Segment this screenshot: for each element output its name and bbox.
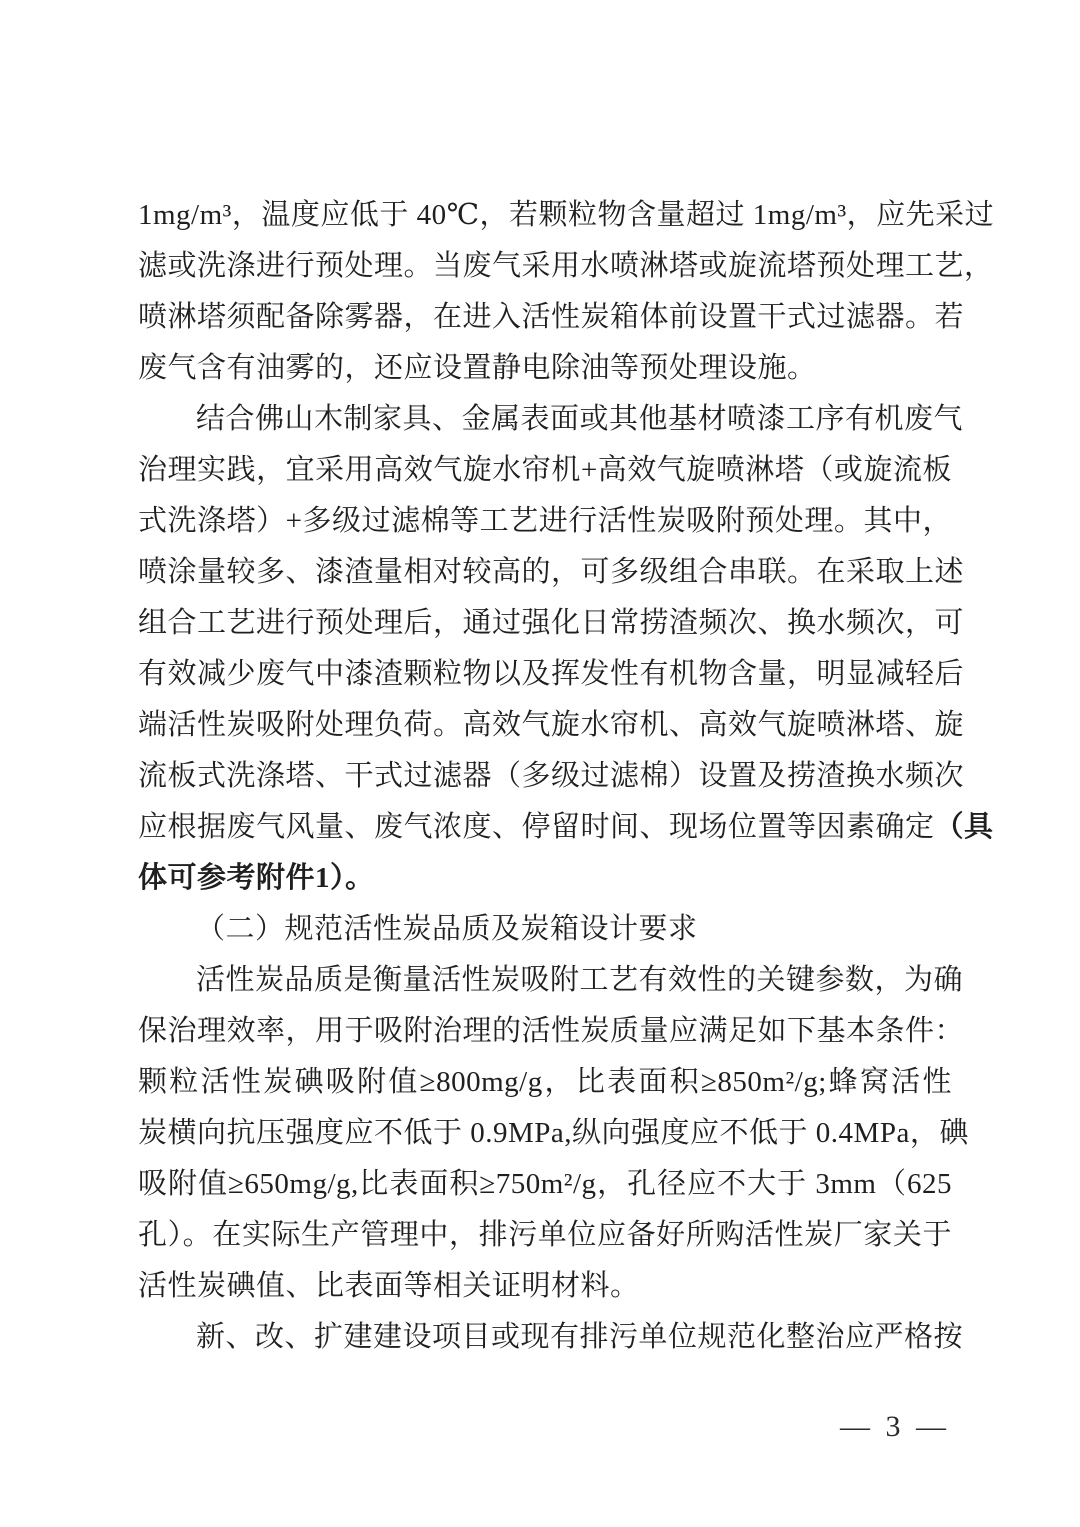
text-line: 废气含有油雾的，还应设置静电除油等预处理设施。	[138, 352, 817, 384]
text-line: 保治理效率，用于吸附治理的活性炭质量应满足如下基本条件：	[138, 1015, 965, 1047]
text-line: 治理实践，宜采用高效气旋水帘机+高效气旋喷淋塔（或旋流板	[138, 454, 952, 486]
text-line: 吸附值≥650mg/g,比表面积≥750m²/g，孔径应不大于 3mm（625	[138, 1168, 952, 1200]
text-line: 组合工艺进行预处理后，通过强化日常捞渣频次、换水频次，可	[138, 607, 965, 639]
text-line: 颗粒活性炭碘吸附值≥800mg/g，比表面积≥850m²/g;蜂窝活性	[138, 1066, 952, 1098]
text-line: 喷涂量较多、漆渣量相对较高的，可多级组合串联。在采取上述	[138, 556, 965, 588]
document-body	[138, 190, 995, 1363]
bold-text-run: （具	[934, 811, 994, 843]
text-line: 有效减少废气中漆渣颗粒物以及挥发性有机物含量，明显减轻后	[138, 658, 965, 690]
text-run: 应根据废气风量、废气浓度、停留时间、现场位置等因素确定	[138, 811, 935, 843]
text-line: 式洗涤塔）+多级过滤棉等工艺进行活性炭吸附预处理。其中，	[138, 505, 952, 537]
text-line: 结合佛山木制家具、金属表面或其他基材喷漆工序有机废气	[196, 403, 964, 435]
text-line: 炭横向抗压强度应不低于 0.9MPa,纵向强度应不低于 0.4MPa，碘	[138, 1117, 969, 1149]
text-line: 活性炭碘值、比表面等相关证明材料。	[138, 1270, 640, 1302]
text-line: 端活性炭吸附处理负荷。高效气旋水帘机、高效气旋喷淋塔、旋	[138, 709, 965, 741]
text-line: 活性炭品质是衡量活性炭吸附工艺有效性的关键参数，为确	[196, 964, 964, 996]
text-line: 滤或洗涤进行预处理。当废气采用水喷淋塔或旋流塔预处理工艺，	[138, 250, 994, 282]
text-line: 新、改、扩建建设项目或现有排污单位规范化整治应严格按	[196, 1321, 964, 1353]
section-heading: （二）规范活性炭品质及炭箱设计要求	[196, 913, 698, 945]
text-line: 体可参考附件1）。	[138, 862, 375, 894]
page-number: — 3 —	[840, 1410, 950, 1443]
text-line: 流板式洗涤塔、干式过滤器（多级过滤棉）设置及捞渣换水频次	[138, 760, 965, 792]
text-line	[138, 802, 994, 853]
text-line: 孔）。在实际生产管理中，排污单位应备好所购活性炭厂家关于	[138, 1219, 952, 1251]
text-line: 1mg/m³，温度应低于 40℃，若颗粒物含量超过 1mg/m³，应先采过	[138, 199, 995, 231]
text-line: 喷淋塔须配备除雾器，在进入活性炭箱体前设置干式过滤器。若	[138, 301, 965, 333]
